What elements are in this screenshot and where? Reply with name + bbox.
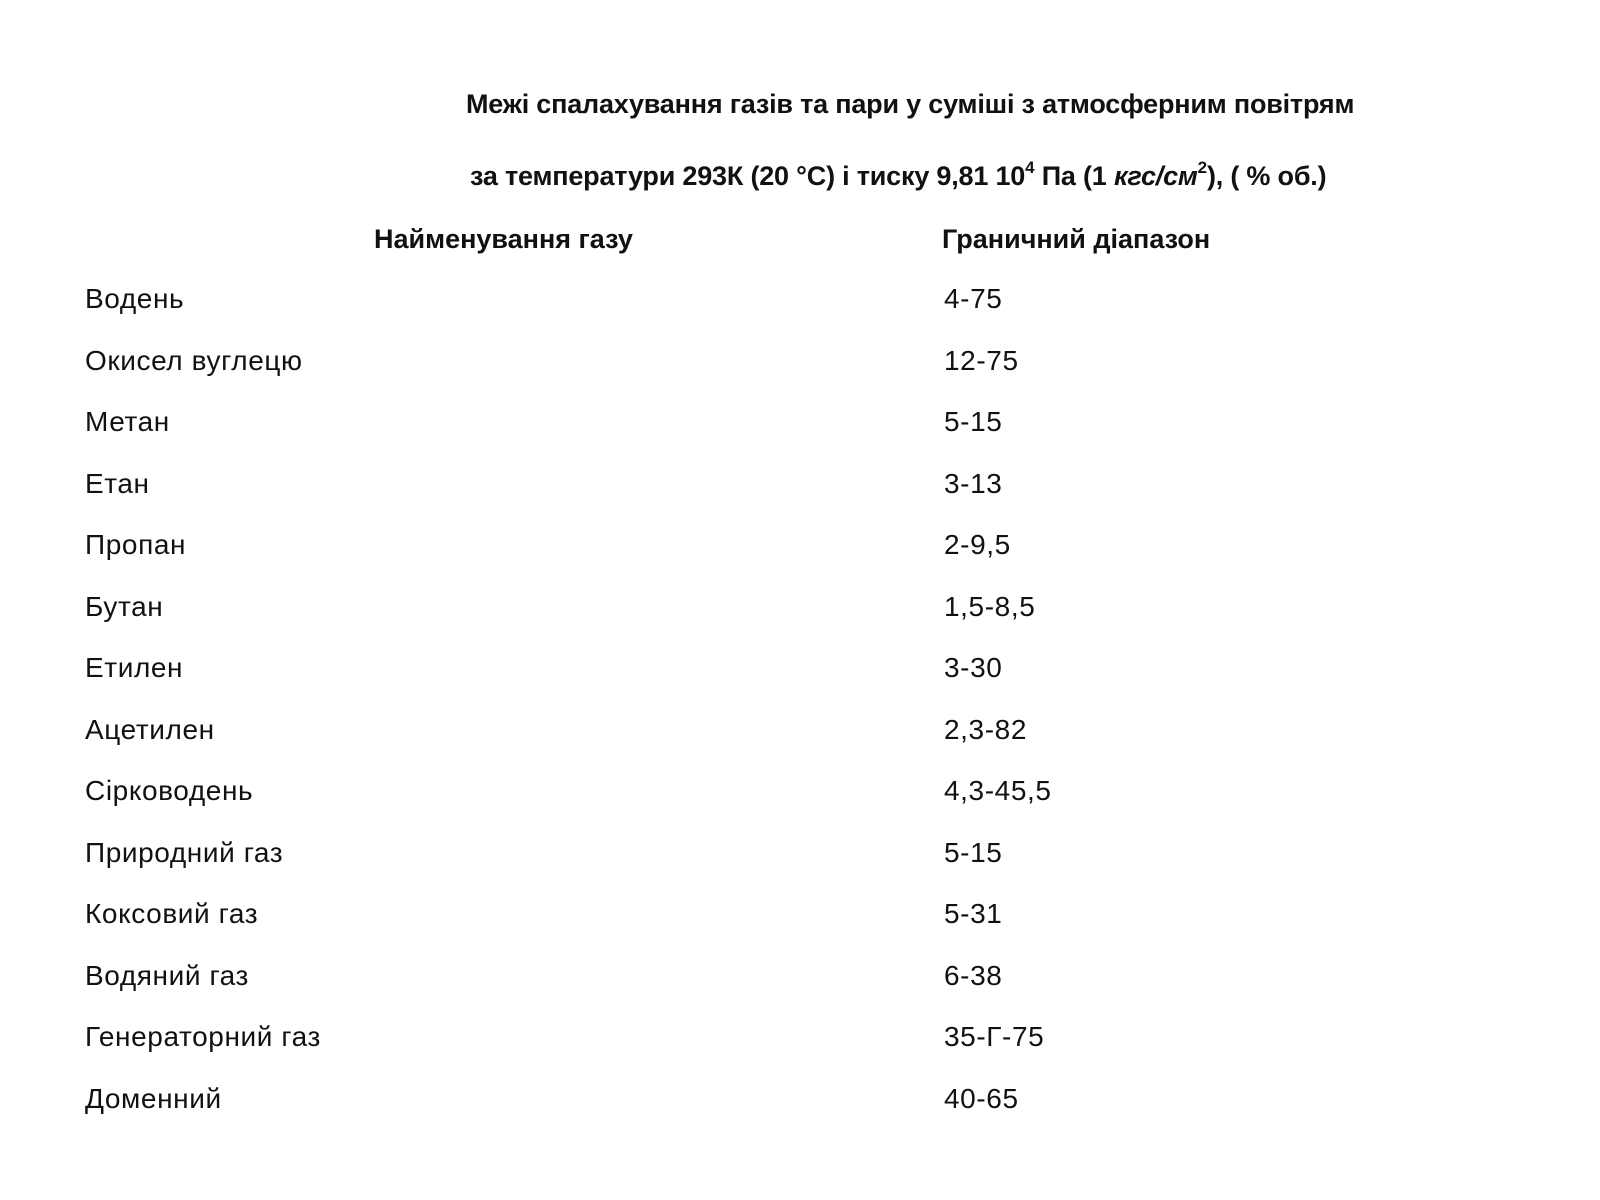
title-line-2-middle: Па (1	[1034, 161, 1114, 191]
table-row	[0, 652, 1600, 714]
title-unit-exponent: 2	[1197, 158, 1207, 177]
title-line-2	[470, 160, 1326, 192]
table-row	[0, 283, 1600, 345]
table-row	[0, 775, 1600, 837]
gas-name-cell: Пропан	[85, 529, 187, 560]
range-cell: 5-15	[944, 836, 1003, 868]
gas-name-cell: Бутан	[85, 590, 164, 622]
range-cell: 12-75	[944, 344, 1019, 376]
gas-name-cell: Коксовий газ	[85, 898, 259, 929]
range-cell: 6-38	[944, 959, 1003, 991]
range-cell: 35-Г-75	[944, 1021, 1045, 1052]
title-exponent: 4	[1025, 158, 1035, 177]
range-cell: 2-9,5	[944, 529, 1011, 560]
table-row	[0, 529, 1600, 591]
column-header-range: Граничний діапазон	[942, 224, 1211, 254]
gas-name-cell: Генераторний газ	[85, 1021, 321, 1052]
table-row	[0, 345, 1600, 407]
gas-name-cell: Доменний	[85, 1082, 222, 1114]
table-row	[0, 1083, 1600, 1145]
range-cell: 40-65	[944, 1082, 1019, 1114]
gas-name-cell: Етан	[85, 467, 150, 499]
gas-name-cell: Водяний газ	[85, 959, 249, 991]
table-row	[0, 714, 1600, 776]
range-cell: 5-31	[944, 898, 1003, 929]
title-line-2-suffix: ), ( % об.)	[1206, 161, 1327, 191]
gas-name-cell: Природний газ	[85, 836, 284, 868]
range-cell: 5-15	[944, 406, 1003, 437]
table-row	[0, 591, 1600, 653]
table-row	[0, 468, 1600, 530]
range-cell: 1,5-8,5	[944, 590, 1036, 622]
range-cell: 3-30	[944, 652, 1003, 683]
table-row	[0, 406, 1600, 468]
range-cell: 3-13	[944, 467, 1003, 499]
title-line-1: Межі спалахування газів та пари у суміші з атмосферним повітрям	[466, 89, 1355, 119]
gas-name-cell: Етилен	[85, 652, 184, 683]
gas-name-cell: Сірководень	[85, 775, 254, 806]
range-cell: 4-75	[944, 283, 1003, 314]
table-row	[0, 960, 1600, 1022]
gas-name-cell: Окисел вуглецю	[85, 344, 303, 376]
table-row	[0, 898, 1600, 960]
flammability-table-body	[0, 283, 1600, 1144]
range-cell: 4,3-45,5	[944, 775, 1052, 806]
gas-name-cell: Ацетилен	[85, 713, 215, 745]
gas-name-cell: Метан	[85, 406, 170, 437]
title-line-2-prefix: за температури 293К (20 °C) і тиску 9,81 10	[470, 161, 1026, 191]
range-cell: 2,3-82	[944, 713, 1027, 745]
title-unit: кгс/см	[1113, 161, 1198, 191]
column-header-gas-name: Найменування газу	[374, 224, 633, 254]
table-row	[0, 837, 1600, 899]
gas-name-cell: Водень	[85, 283, 185, 314]
table-row	[0, 1021, 1600, 1083]
